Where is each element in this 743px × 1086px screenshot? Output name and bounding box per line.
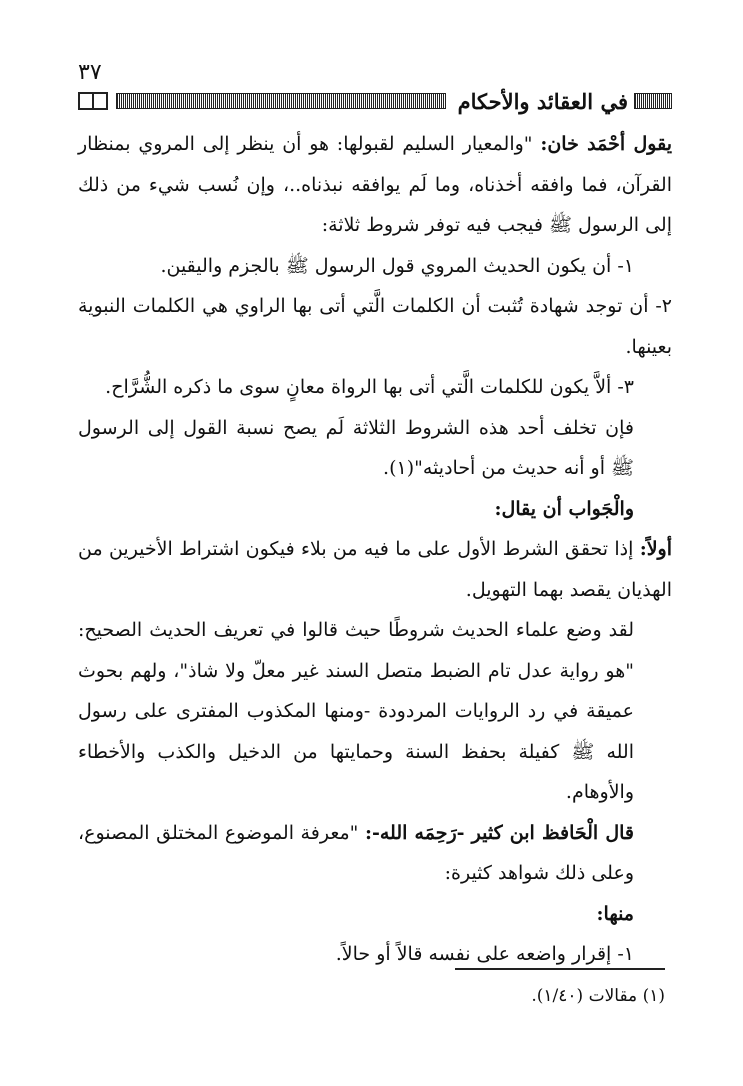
list-item-1: ١- إقرار واضعه على نفسه قالاً أو حالاً. xyxy=(335,943,634,965)
footnote: (١) مقالات (١/٤٠). xyxy=(531,986,665,1006)
book-icon xyxy=(78,92,108,110)
speaker-label: يقول أحْمَد خان: xyxy=(540,133,672,155)
page-body xyxy=(78,124,672,975)
paragraph-conclusion: فإن تخلف أحد هذه الشروط الثلاثة لَم يصح نسبة القول إلى الرسول ﷺ أو أنه حديث من أحاديثه"(١). xyxy=(78,416,634,479)
running-header xyxy=(78,86,672,116)
condition-3: ٣- ألاَّ يكون للكلمات الَّتي أتى بها الرواة معانٍ سوى ما ذكره الشُّرَّاح. xyxy=(105,376,634,398)
header-ornament-right xyxy=(634,93,672,109)
minha-heading: منها: xyxy=(596,902,634,925)
first-text: إذا تحقق الشرط الأول على ما فيه من بلاء فيكون اشتراط الأخيرين من الهذيان يقصد بهما التهويل. xyxy=(78,538,672,601)
page-number: ٣٧ xyxy=(78,60,102,85)
paragraph-first xyxy=(78,529,672,610)
hafiz-label: قال الْحَافظ ابن كثير -رَحِمَه الله-: xyxy=(364,821,635,844)
hafiz-text: "معرفة الموضوع المختلق المصنوع، وعلى ذلك شواهد كثيرة: xyxy=(78,821,634,884)
condition-1: ١- أن يكون الحديث المروي قول الرسول ﷺ بالجزم واليقين. xyxy=(160,254,634,277)
condition-2: ٢- أن توجد شهادة تُثبت أن الكلمات الَّتي أتى بها الراوي هي الكلمات النبوية بعينها. xyxy=(78,295,672,358)
header-title: في العقائد والأحكام xyxy=(457,88,628,114)
footnote-divider xyxy=(455,968,665,970)
first-label: أولاً: xyxy=(639,538,672,560)
paragraph-hadith-scholars: لقد وضع علماء الحديث شروطًا حيث قالوا في تعريف الحديث الصحيح: "هو رواية عدل تام الضبط متصل السند غير معلّ ولا شاذ"، ولهم بحوث عميقة في رد الروايات المردودة -ومنها المكذوب المفترى على رسول الله ﷺ كفيلة بحفظ السنة وحمايتها من الدخيل والكذب والأخطاء والأوهام. xyxy=(78,619,634,803)
paragraph-ibn-kathir xyxy=(78,813,672,894)
paragraph-ahmad-khan xyxy=(78,124,672,246)
quote-text: "والمعيار السليم لقبولها: هو أن ينظر إلى المروي بمنظار القرآن، فما وافقه أخذناه، وما لَم يوافقه نبذناه..، وإن نُسب شيء من ذلك إلى الرسول ﷺ فيجب فيه توفر شروط ثلاثة: xyxy=(78,133,672,236)
answer-heading: والْجَواب أن يقال: xyxy=(494,497,634,520)
header-ornament-bar xyxy=(116,93,446,109)
